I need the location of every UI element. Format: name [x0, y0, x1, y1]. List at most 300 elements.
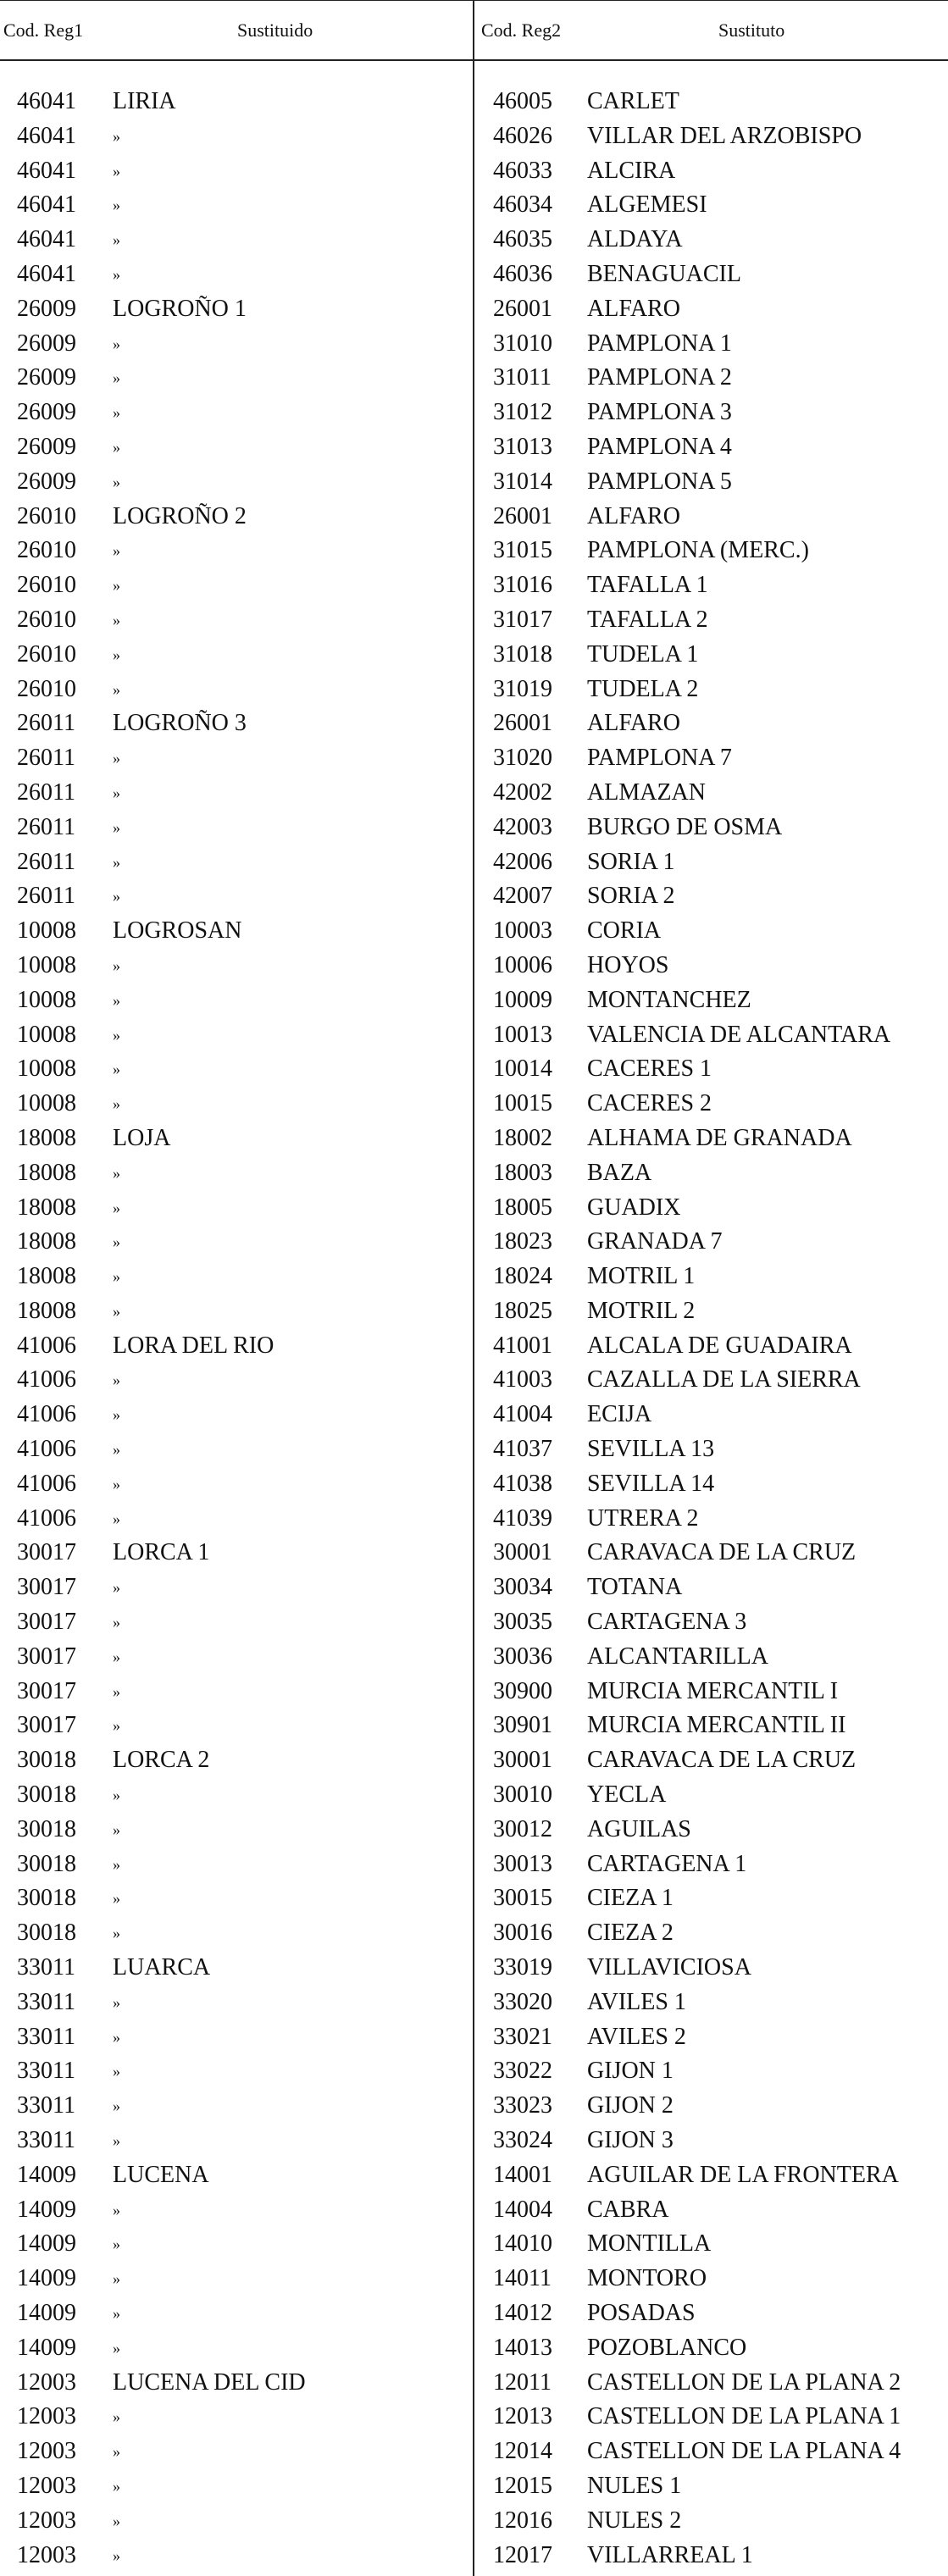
cod-reg1-cell: 10008	[17, 1090, 76, 1117]
sustituido-cell: »	[113, 1648, 120, 1665]
sustituto-cell: AGUILAS	[587, 1815, 691, 1842]
cod-reg2-cell: 41003	[493, 1366, 552, 1393]
cod-reg2-cell: 33023	[493, 2092, 552, 2119]
sustituido-cell: »	[113, 2201, 120, 2219]
cod-reg1-cell: 30017	[17, 1609, 76, 1636]
sustituto-cell: MOTRIL 1	[587, 1263, 696, 1290]
cod-reg2-cell: 30010	[493, 1781, 552, 1809]
sustituto-cell: VILLAVICIOSA	[587, 1954, 751, 1981]
cod-reg2-cell: 33020	[493, 1988, 552, 2015]
cod-reg1-cell: 14009	[17, 2300, 76, 2326]
cod-reg1-cell: 46041	[17, 226, 76, 253]
cod-reg2-cell: 31019	[493, 675, 552, 702]
table-row	[0, 879, 948, 914]
cod-reg1-cell: 10008	[17, 1021, 76, 1048]
cod-reg1-cell: 46041	[17, 122, 76, 149]
sustituto-cell: GIJON 3	[587, 2127, 674, 2154]
cod-reg1-cell: 41006	[17, 1504, 76, 1532]
sustituido-cell: »	[113, 1787, 120, 1804]
table-row	[0, 2262, 948, 2296]
sustituido-cell: »	[113, 231, 120, 249]
sustituido-cell: »	[113, 2477, 120, 2495]
table-row	[0, 1813, 948, 1848]
cod-reg2-cell: 18003	[493, 1159, 552, 1186]
cod-reg2-cell: 10015	[493, 1090, 552, 1117]
sustituido-cell: »	[113, 1890, 120, 1908]
sustituido-cell: »	[113, 1026, 120, 1044]
cod-reg2-cell: 10013	[493, 1021, 552, 1048]
cod-reg2-cell: 30901	[493, 1712, 552, 1739]
sustituto-cell: PAMPLONA 5	[587, 468, 732, 495]
table-row	[0, 949, 948, 983]
table-row	[0, 1018, 948, 1053]
sustituido-cell: »	[113, 197, 120, 214]
sustituto-cell: PAMPLONA (MERC.)	[587, 537, 809, 564]
sustituto-cell: TUDELA 1	[587, 640, 699, 668]
cod-reg1-cell: 30017	[17, 1574, 76, 1601]
table-row	[0, 983, 948, 1018]
sustituto-cell: TOTANA	[587, 1574, 683, 1601]
cod-reg2-cell: 31013	[493, 433, 552, 460]
table-row	[0, 500, 948, 535]
sustituto-cell: AVILES 1	[587, 1988, 686, 2015]
sustituto-cell: PAMPLONA 4	[587, 433, 732, 460]
table-row	[0, 2366, 948, 2401]
sustituido-cell: »	[113, 1268, 120, 1286]
sustituto-cell: GIJON 2	[587, 2092, 674, 2119]
table-row	[0, 1363, 948, 1398]
sustituto-cell: ALFARO	[587, 710, 680, 737]
cod-reg1-cell: 10008	[17, 1055, 76, 1083]
cod-reg2-cell: 12017	[493, 2541, 552, 2568]
table-row	[0, 292, 948, 327]
cod-reg1-cell: 30018	[17, 1885, 76, 1912]
table-row	[0, 1225, 948, 1260]
sustituto-cell: SEVILLA 14	[587, 1470, 715, 1497]
table-row	[0, 223, 948, 258]
cod-reg2-cell: 33022	[493, 2058, 552, 2085]
cod-reg2-cell: 12016	[493, 2507, 552, 2534]
header-cod-reg2: Cod. Reg2	[481, 19, 562, 41]
sustituto-cell: CASTELLON DE LA PLANA 1	[587, 2403, 901, 2430]
sustituido-cell: »	[113, 991, 120, 1009]
sustituido-cell: »	[113, 818, 120, 836]
sustituto-cell: ALGEMESI	[587, 191, 707, 219]
cod-reg2-cell: 41004	[493, 1401, 552, 1428]
header-cod-reg1: Cod. Reg1	[3, 19, 84, 41]
cod-reg2-cell: 12011	[493, 2368, 552, 2396]
sustituido-cell: »	[113, 2270, 120, 2288]
table-row	[0, 1675, 948, 1709]
cod-reg1-cell: 18008	[17, 1124, 76, 1151]
cod-reg1-cell: 10008	[17, 951, 76, 978]
cod-reg1-cell: 33011	[17, 1988, 75, 2015]
table-row	[0, 188, 948, 223]
cod-reg1-cell: 26009	[17, 364, 76, 391]
table-row	[0, 1571, 948, 1605]
cod-reg2-cell: 42002	[493, 778, 552, 806]
cod-reg2-cell: 31017	[493, 606, 552, 633]
cod-reg2-cell: 14004	[493, 2196, 552, 2223]
cod-reg1-cell: 12003	[17, 2438, 76, 2465]
table-row	[0, 396, 948, 430]
sustituto-cell: ALCIRA	[587, 157, 676, 184]
cod-reg2-cell: 18024	[493, 1263, 552, 1290]
sustituido-cell: LOGROÑO 3	[113, 710, 247, 737]
table-row	[0, 1260, 948, 1294]
cod-reg2-cell: 46026	[493, 122, 552, 149]
sustituido-cell: »	[113, 162, 120, 180]
cod-reg2-cell: 42003	[493, 813, 552, 840]
cod-reg1-cell: 12003	[17, 2368, 76, 2396]
header-sustituido: Sustituido	[237, 19, 313, 41]
sustituto-cell: GUADIX	[587, 1194, 681, 1221]
sustituto-cell: MURCIA MERCANTIL I	[587, 1677, 839, 1704]
sustituido-cell: »	[113, 2443, 120, 2461]
sustituido-cell: LORCA 2	[113, 1747, 210, 1774]
cod-reg2-cell: 31014	[493, 468, 552, 495]
sustituido-cell: »	[113, 1717, 120, 1735]
table-row	[0, 534, 948, 568]
cod-reg1-cell: 46041	[17, 88, 76, 114]
sustituto-cell: CABRA	[587, 2196, 669, 2223]
table-row	[0, 1709, 948, 1743]
sustituido-cell: LUCENA	[113, 2161, 209, 2188]
sustituido-cell: »	[113, 2305, 120, 2322]
table-row	[0, 1052, 948, 1087]
cod-reg1-cell: 30017	[17, 1643, 76, 1670]
cod-reg1-cell: 33011	[17, 2127, 75, 2154]
table-row	[0, 776, 948, 811]
sustituto-cell: TUDELA 2	[587, 675, 699, 702]
table-row	[0, 2400, 948, 2435]
table-row	[0, 1398, 948, 1432]
sustituido-cell: »	[113, 680, 120, 698]
sustituto-cell: VALENCIA DE ALCANTARA	[587, 1021, 891, 1048]
sustituido-cell: »	[113, 1614, 120, 1631]
cod-reg1-cell: 10008	[17, 986, 76, 1013]
table-row	[0, 1329, 948, 1364]
cod-reg2-cell: 26001	[493, 502, 552, 529]
cod-reg2-cell: 46035	[493, 226, 552, 253]
cod-reg2-cell: 30012	[493, 1815, 552, 1842]
cod-reg1-cell: 18008	[17, 1228, 76, 1255]
table-row	[0, 1502, 948, 1537]
sustituto-cell: CAZALLA DE LA SIERRA	[587, 1366, 861, 1393]
table-row	[0, 1951, 948, 1986]
table-row	[0, 1743, 948, 1778]
table-row	[0, 1778, 948, 1813]
sustituto-cell: SORIA 2	[587, 883, 675, 910]
sustituto-cell: NULES 1	[587, 2472, 682, 2499]
sustituto-cell: BAZA	[587, 1159, 652, 1186]
sustituto-cell: MONTANCHEZ	[587, 986, 751, 1013]
sustituto-cell: CIEZA 1	[587, 1885, 674, 1912]
table-row	[0, 2054, 948, 2089]
cod-reg1-cell: 10008	[17, 917, 76, 945]
cod-reg1-cell: 26009	[17, 468, 76, 495]
cod-reg2-cell: 41038	[493, 1470, 552, 1497]
sustituido-cell: »	[113, 2408, 120, 2426]
cod-reg1-cell: 18008	[17, 1159, 76, 1186]
cod-reg2-cell: 18002	[493, 1124, 552, 1151]
cod-reg2-cell: 30036	[493, 1643, 552, 1670]
sustituido-cell: »	[113, 1371, 120, 1389]
sustituto-cell: AVILES 2	[587, 2023, 686, 2050]
cod-reg2-cell: 30001	[493, 1747, 552, 1774]
sustituido-cell: »	[113, 1302, 120, 1320]
cod-reg1-cell: 30018	[17, 1781, 76, 1809]
table-body	[0, 85, 948, 2573]
sustituido-cell: »	[113, 1475, 120, 1493]
cod-reg1-cell: 26010	[17, 502, 76, 529]
sustituido-cell: »	[113, 1510, 120, 1527]
sustituto-cell: MONTORO	[587, 2265, 707, 2292]
cod-reg1-cell: 46041	[17, 157, 76, 184]
sustituido-cell: »	[113, 1406, 120, 1424]
cod-reg2-cell: 18023	[493, 1228, 552, 1255]
table-row	[0, 2469, 948, 2504]
cod-reg1-cell: 30018	[17, 1747, 76, 1774]
table-row	[0, 845, 948, 880]
sustituido-cell: »	[113, 1682, 120, 1700]
cod-reg1-cell: 14009	[17, 2265, 76, 2292]
table-row	[0, 2435, 948, 2469]
sustituto-cell: MOTRIL 2	[587, 1297, 696, 1324]
sustituido-cell: »	[113, 853, 120, 871]
cod-reg2-cell: 41001	[493, 1332, 552, 1359]
table-row	[0, 1986, 948, 2020]
cod-reg2-cell: 41039	[493, 1504, 552, 1532]
sustituto-cell: ALMAZAN	[587, 778, 706, 806]
cod-reg1-cell: 26011	[17, 848, 75, 875]
cod-reg1-cell: 26010	[17, 640, 76, 668]
cod-reg1-cell: 30018	[17, 1815, 76, 1842]
table-row	[0, 1432, 948, 1467]
sustituto-cell: ALCANTARILLA	[587, 1643, 768, 1670]
sustituido-cell: »	[113, 1233, 120, 1251]
sustituido-cell: »	[113, 645, 120, 663]
sustituido-cell: »	[113, 2063, 120, 2080]
cod-reg2-cell: 31011	[493, 364, 552, 391]
sustituto-cell: ALCALA DE GUADAIRA	[587, 1332, 852, 1359]
cod-reg2-cell: 46033	[493, 157, 552, 184]
sustituido-cell: »	[113, 577, 120, 595]
table-row	[0, 1122, 948, 1156]
sustituido-cell: »	[113, 2339, 120, 2357]
sustituto-cell: CASTELLON DE LA PLANA 4	[587, 2438, 901, 2465]
cod-reg1-cell: 41006	[17, 1401, 76, 1428]
table-row	[0, 2193, 948, 2228]
sustituto-cell: CASTELLON DE LA PLANA 2	[587, 2368, 901, 2396]
sustituto-cell: VILLARREAL 1	[587, 2541, 753, 2568]
cod-reg2-cell: 10006	[493, 951, 552, 978]
cod-reg1-cell: 26011	[17, 813, 75, 840]
sustituido-cell: »	[113, 265, 120, 283]
cod-reg2-cell: 42006	[493, 848, 552, 875]
table-row	[0, 2158, 948, 2193]
cod-reg1-cell: 14009	[17, 2161, 76, 2188]
sustituido-cell: LOGROÑO 2	[113, 502, 247, 529]
sustituido-cell: »	[113, 1579, 120, 1597]
sustituido-cell: »	[113, 404, 120, 422]
sustituido-cell: »	[113, 1199, 120, 1216]
table-row	[0, 2020, 948, 2055]
sustituto-cell: CIEZA 2	[587, 1920, 674, 1947]
sustituido-cell: »	[113, 127, 120, 145]
cod-reg1-cell: 41006	[17, 1436, 76, 1463]
cod-reg2-cell: 30034	[493, 1574, 552, 1601]
sustituido-cell: »	[113, 956, 120, 974]
cod-reg1-cell: 30017	[17, 1677, 76, 1704]
sustituido-cell: »	[113, 611, 120, 629]
table-row	[0, 638, 948, 673]
cod-reg1-cell: 26010	[17, 606, 76, 633]
cod-reg1-cell: 46041	[17, 191, 76, 219]
cod-reg1-cell: 14009	[17, 2334, 76, 2361]
cod-reg2-cell: 18005	[493, 1194, 552, 1221]
cod-reg2-cell: 12013	[493, 2403, 552, 2430]
sustituido-cell: »	[113, 438, 120, 456]
sustituto-cell: HOYOS	[587, 951, 669, 978]
cod-reg1-cell: 18008	[17, 1263, 76, 1290]
sustituto-cell: CARAVACA DE LA CRUZ	[587, 1747, 857, 1774]
sustituido-cell: »	[113, 750, 120, 767]
cod-reg1-cell: 26010	[17, 537, 76, 564]
table-row	[0, 465, 948, 500]
cod-reg2-cell: 46034	[493, 191, 552, 219]
header-sustituto: Sustituto	[718, 19, 785, 41]
cod-reg1-cell: 33011	[17, 1954, 75, 1981]
cod-reg1-cell: 26009	[17, 399, 76, 426]
sustituido-cell: »	[113, 784, 120, 801]
cod-reg2-cell: 12015	[493, 2472, 552, 2499]
sustituido-cell: LUCENA DEL CID	[113, 2368, 306, 2396]
sustituido-cell: LORA DEL RIO	[113, 1332, 274, 1359]
cod-reg2-cell: 30013	[493, 1850, 552, 1877]
sustituido-cell: »	[113, 1061, 120, 1078]
table-row	[0, 1294, 948, 1329]
cod-reg2-cell: 31016	[493, 572, 552, 599]
table-row	[0, 568, 948, 603]
cod-reg2-cell: 10003	[493, 917, 552, 945]
cod-reg2-cell: 30016	[493, 1920, 552, 1947]
table-row	[0, 2331, 948, 2366]
sustituto-cell: CARAVACA DE LA CRUZ	[587, 1539, 857, 1566]
cod-reg2-cell: 30001	[493, 1539, 552, 1566]
sustituido-cell: »	[113, 2097, 120, 2115]
sustituido-cell: LOGROSAN	[113, 917, 242, 945]
sustituido-cell: »	[113, 1441, 120, 1459]
sustituto-cell: ALFARO	[587, 295, 680, 322]
sustituto-cell: CARTAGENA 1	[587, 1850, 747, 1877]
cod-reg1-cell: 18008	[17, 1297, 76, 1324]
sustituto-cell: ALDAYA	[587, 226, 683, 253]
cod-reg2-cell: 10009	[493, 986, 552, 1013]
cod-reg2-cell: 18025	[493, 1297, 552, 1324]
cod-reg1-cell: 26011	[17, 710, 75, 737]
sustituto-cell: ALHAMA DE GRANADA	[587, 1124, 852, 1151]
cod-reg2-cell: 31018	[493, 640, 552, 668]
sustituido-cell: »	[113, 1993, 120, 2011]
cod-reg2-cell: 31010	[493, 330, 552, 357]
cod-reg1-cell: 14009	[17, 2230, 76, 2257]
sustituido-cell: »	[113, 1925, 120, 1942]
sustituido-cell: »	[113, 335, 120, 352]
cod-reg1-cell: 26011	[17, 778, 75, 806]
sustituido-cell: »	[113, 1164, 120, 1182]
sustituido-cell: »	[113, 2546, 120, 2564]
cod-reg1-cell: 26009	[17, 330, 76, 357]
table-row	[0, 1087, 948, 1122]
sustituto-cell: BURGO DE OSMA	[587, 813, 783, 840]
cod-reg1-cell: 30017	[17, 1539, 76, 1566]
cod-reg1-cell: 33011	[17, 2058, 75, 2085]
cod-reg2-cell: 26001	[493, 710, 552, 737]
cod-reg1-cell: 26011	[17, 745, 75, 772]
cod-reg2-cell: 31015	[493, 537, 552, 564]
cod-reg2-cell: 30900	[493, 1677, 552, 1704]
table-row	[0, 1848, 948, 1882]
sustituido-cell: LOGROÑO 1	[113, 295, 247, 322]
sustituto-cell: ALFARO	[587, 502, 680, 529]
cod-reg2-cell: 14011	[493, 2265, 552, 2292]
sustituto-cell: SORIA 1	[587, 848, 675, 875]
sustituto-cell: PAMPLONA 3	[587, 399, 732, 426]
sustituto-cell: POZOBLANCO	[587, 2334, 747, 2361]
cod-reg1-cell: 30018	[17, 1920, 76, 1947]
sustituto-cell: GIJON 1	[587, 2058, 674, 2085]
sustituto-cell: CORIA	[587, 917, 662, 945]
sustituto-cell: TAFALLA 1	[587, 572, 708, 599]
cod-reg1-cell: 46041	[17, 260, 76, 287]
sustituido-cell: »	[113, 2512, 120, 2529]
table-row	[0, 1916, 948, 1951]
table-row	[0, 85, 948, 119]
cod-reg1-cell: 41006	[17, 1332, 76, 1359]
table-row	[0, 258, 948, 292]
table-row	[0, 430, 948, 465]
cod-reg1-cell: 14009	[17, 2196, 76, 2223]
sustituto-cell: AGUILAR DE LA FRONTERA	[587, 2161, 899, 2188]
table-row	[0, 2089, 948, 2124]
sustituto-cell: MURCIA MERCANTIL II	[587, 1712, 846, 1739]
sustituto-cell: BENAGUACIL	[587, 260, 741, 287]
table-row	[0, 673, 948, 707]
sustituido-cell: »	[113, 369, 120, 387]
table-row	[0, 2124, 948, 2158]
sustituido-cell: »	[113, 473, 120, 490]
table-row	[0, 119, 948, 154]
cod-reg2-cell: 42007	[493, 883, 552, 910]
cod-reg1-cell: 12003	[17, 2541, 76, 2568]
sustituto-cell: CARLET	[587, 88, 679, 114]
cod-reg1-cell: 41006	[17, 1366, 76, 1393]
sustituto-cell: MONTILLA	[587, 2230, 712, 2257]
table-row	[0, 1467, 948, 1502]
sustituto-cell: NULES 2	[587, 2507, 682, 2534]
cod-reg1-cell: 12003	[17, 2472, 76, 2499]
table-row	[0, 706, 948, 741]
cod-reg1-cell: 30018	[17, 1850, 76, 1877]
sustituto-cell: CACERES 1	[587, 1055, 712, 1083]
sustituto-cell: PAMPLONA 1	[587, 330, 732, 357]
sustituido-cell: LIRIA	[113, 88, 176, 114]
sustituido-cell: LOJA	[113, 1124, 171, 1151]
sustituto-cell: PAMPLONA 7	[587, 745, 732, 772]
sustituto-cell: PAMPLONA 2	[587, 364, 732, 391]
cod-reg2-cell: 46005	[493, 88, 552, 114]
